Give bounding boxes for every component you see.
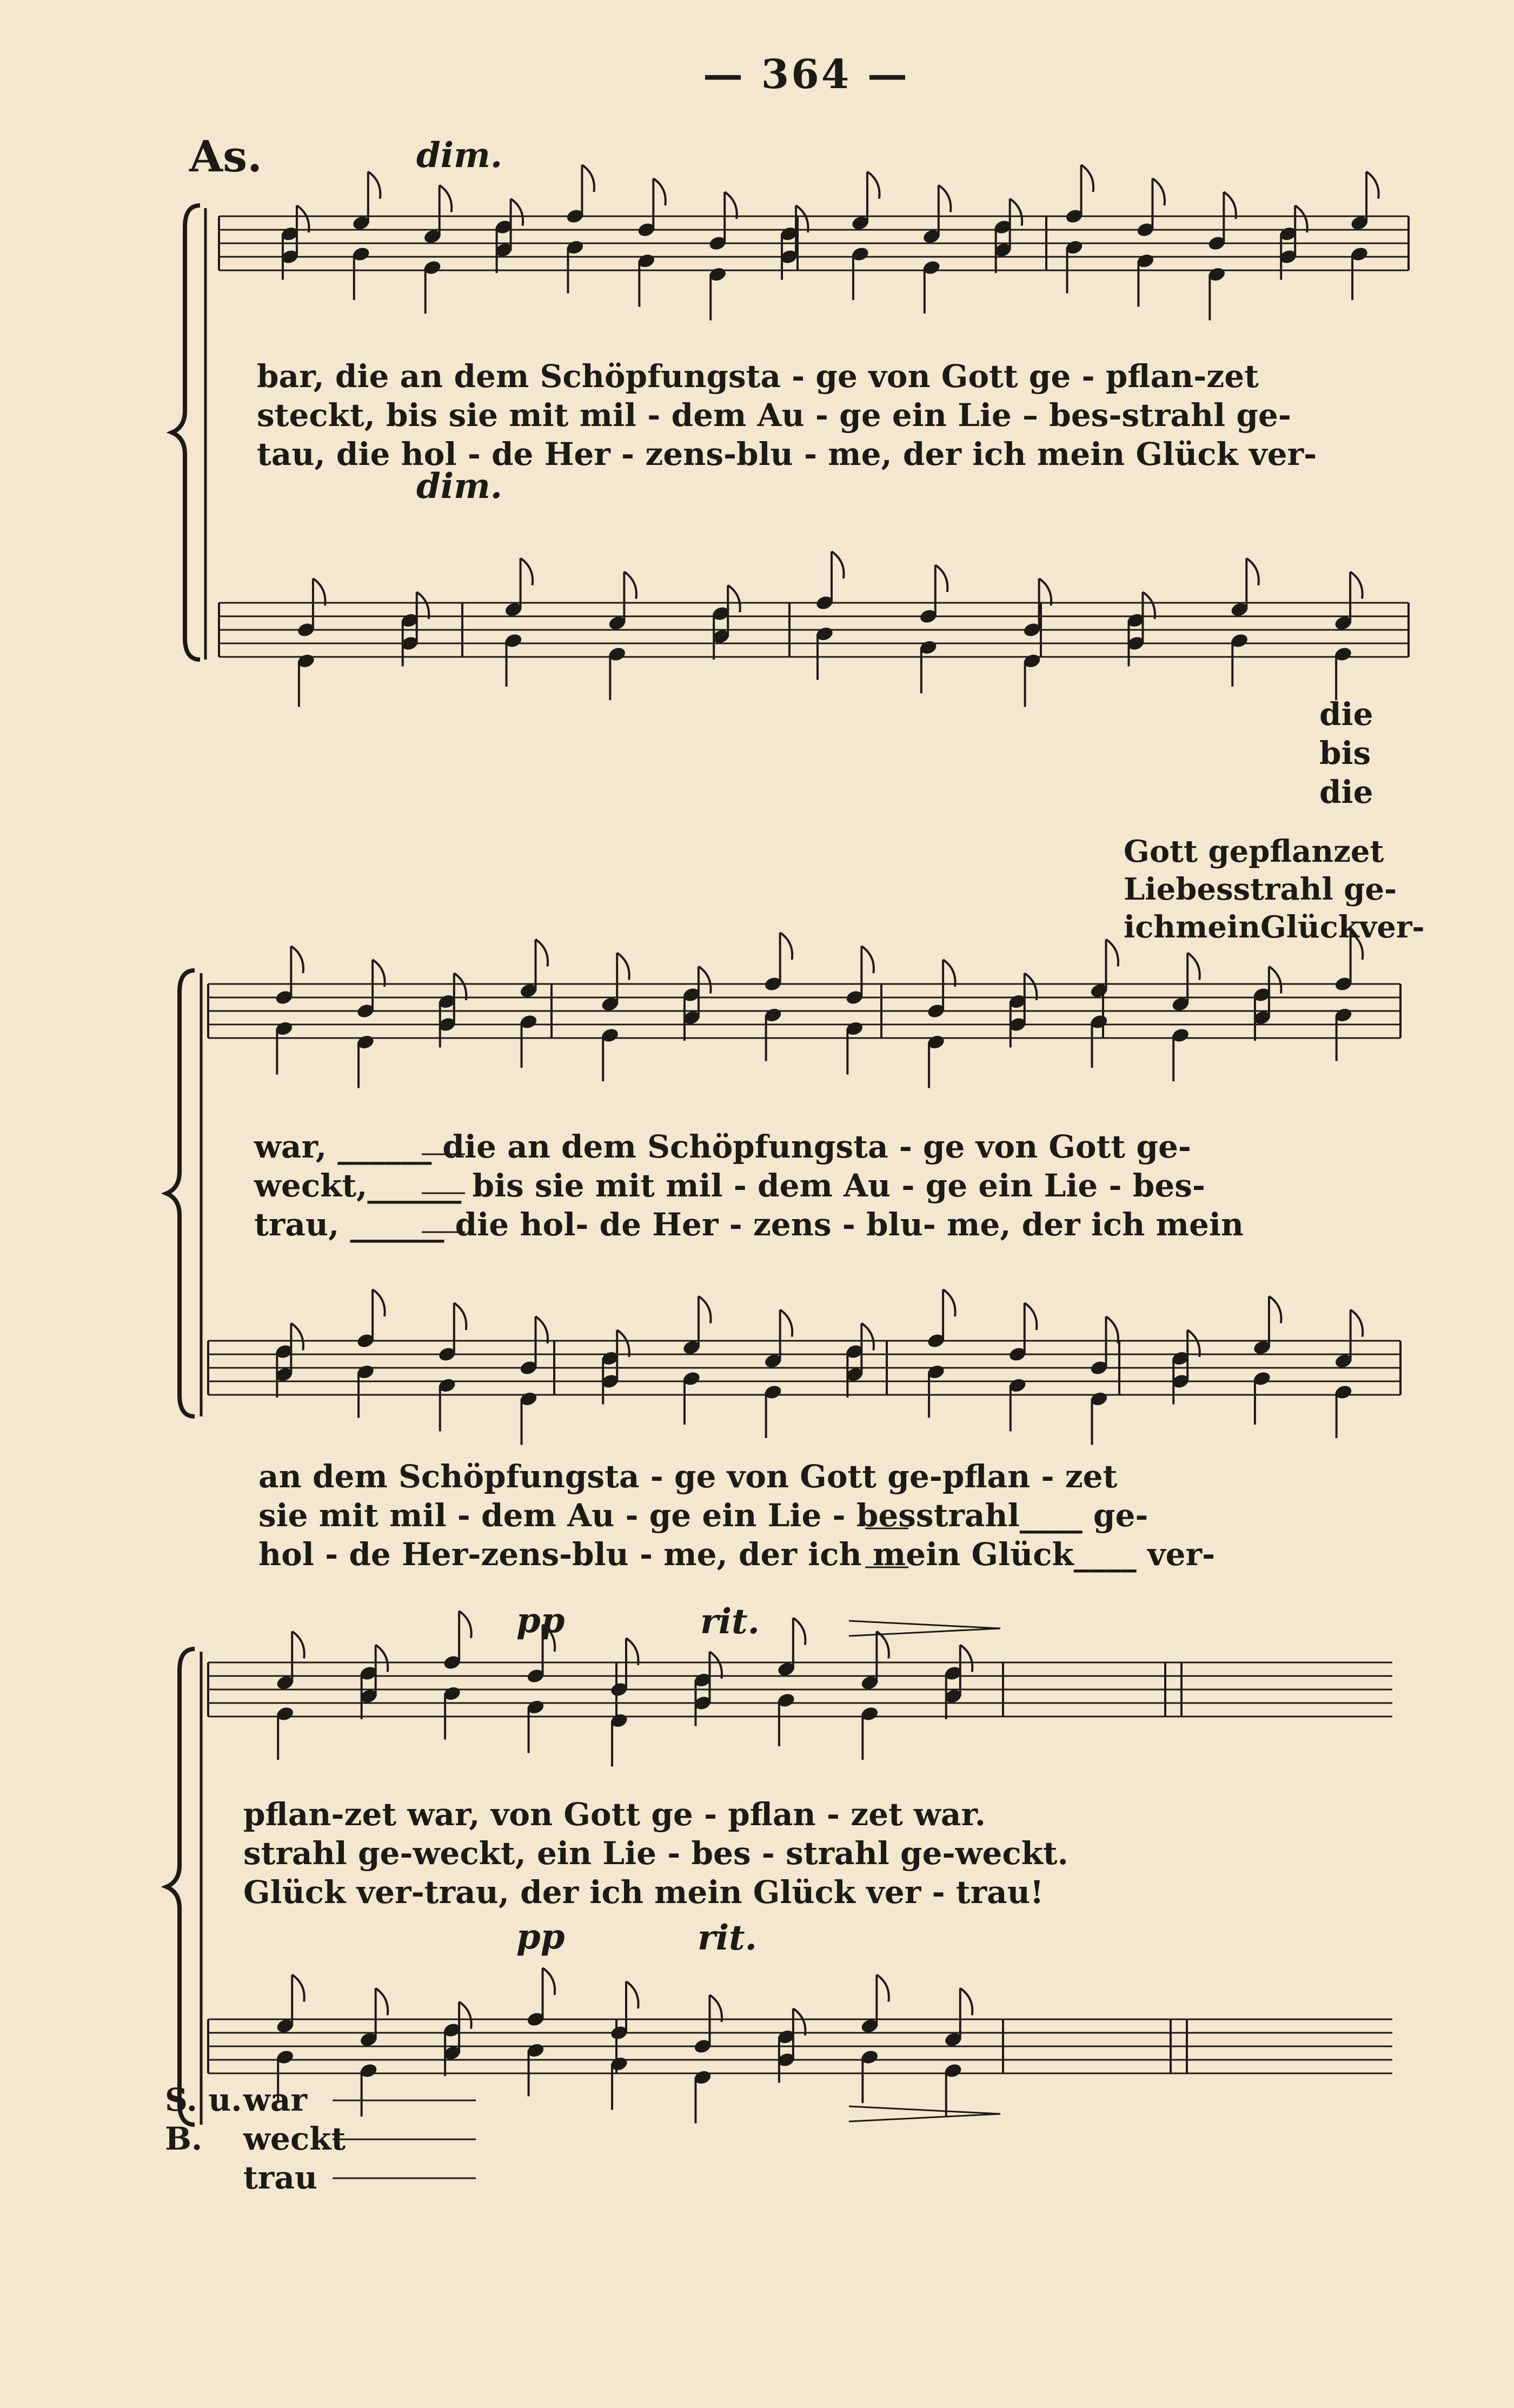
dynamic-dim: dim. (416, 135, 503, 176)
note-flag (1224, 192, 1236, 219)
note-flag (292, 1632, 304, 1659)
note-flag (1295, 205, 1307, 232)
note-flag (725, 192, 737, 219)
note-flag (939, 185, 951, 212)
note-flag (454, 1303, 467, 1330)
lyric-line: trau, ______ die hol- de Her - zens - blu- me, der ich mein (254, 1206, 1244, 1243)
lyric-line: Liebesstrahl ge- (1124, 872, 1397, 907)
note-flag (1081, 165, 1094, 192)
note-flag (728, 586, 740, 613)
note-flag (876, 1632, 889, 1659)
system-brace (172, 205, 200, 660)
lyric-line: trau (243, 2159, 318, 2196)
voice-label-s: S. u. (165, 2081, 242, 2118)
note-flag (832, 551, 844, 578)
note-flag (536, 940, 548, 967)
lyric-line: ichmeinGlückver- (1124, 909, 1425, 945)
lyrics-continuation (1124, 833, 1425, 946)
note-flag (1187, 1330, 1200, 1357)
note-flag (454, 973, 467, 1000)
note-flag (1010, 199, 1022, 226)
note-flag (780, 1310, 793, 1337)
lyric-line: weckt (243, 2120, 346, 2157)
note-flag (1025, 1303, 1037, 1330)
note-flag (709, 1995, 722, 2022)
lyric-line: strahl ge-weckt, ein Lie - bes - strahl ge-weckt. (243, 1835, 1068, 1872)
lyrics-block (1319, 695, 1373, 811)
note-flag (653, 178, 666, 205)
note-flag (1143, 592, 1155, 619)
note-flag (373, 960, 385, 987)
note-flag (1187, 953, 1200, 980)
note-flag (521, 558, 533, 586)
note-flag (440, 185, 452, 212)
note-flag (626, 1981, 639, 2008)
lyric-line: die (1319, 774, 1373, 810)
lyrics-block (243, 2080, 346, 2197)
lyric-line: pflan-zet war, von Gott ge - pflan - zet war. (243, 1796, 986, 1833)
note-flag (1246, 558, 1259, 586)
note-flag (960, 1988, 973, 2015)
note-flag (1106, 1316, 1119, 1343)
note-flag (960, 1645, 973, 1672)
note-flag (617, 1330, 629, 1357)
note-flag (793, 2008, 806, 2036)
dynamic-rit: rit. (700, 1601, 760, 1642)
note-flag (459, 1611, 472, 1638)
note-flag (511, 199, 523, 226)
note-flag (1269, 1296, 1281, 1323)
key-marking: As. (189, 131, 262, 182)
note-flag (943, 1289, 955, 1316)
note-flag (617, 953, 629, 980)
note-flag (536, 1316, 548, 1343)
note-flag (373, 1289, 385, 1316)
note-flag (780, 933, 793, 960)
lyric-line: an dem Schöpfungsta - ge von Gott ge-pflan - zet (258, 1458, 1118, 1495)
lyric-line: weckt,______ bis sie mit mil - dem Au - ge ein Lie - bes- (254, 1167, 1205, 1204)
lyrics-block (257, 357, 1317, 474)
lyrics-block (258, 1457, 1215, 1574)
note-flag (376, 1645, 388, 1672)
dynamic-rit: rit. (698, 1918, 757, 1958)
system-brace (167, 970, 195, 1416)
lyric-line: Gott gepflanzet (1124, 834, 1384, 869)
note-flag (292, 1975, 304, 2002)
lyric-line: bar, die an dem Schöpfungsta - ge von Gott ge - pflan-zet (257, 358, 1259, 395)
lyric-line: tau, die hol - de Her - zens-blu - me, der ich mein Glück ver- (257, 436, 1317, 473)
lyric-line: sie mit mil - dem Au - ge ein Lie - besstrahl____ ge- (258, 1497, 1148, 1534)
dynamic-pp: pp (516, 1917, 565, 1957)
lyric-line: steckt, bis sie mit mil - dem Au - ge ein Lie – bes-strahl ge- (257, 397, 1291, 434)
note-flag (543, 1968, 555, 1995)
note-flag (1269, 967, 1281, 994)
note-flag (1039, 578, 1052, 606)
lyric-line: Glück ver-trau, der ich mein Glück ver - trau! (243, 1874, 1044, 1911)
lyric-line: hol - de Her-zens-blu - me, der ich mein Glück____ ver- (258, 1536, 1216, 1573)
note-flag (861, 1323, 874, 1351)
note-flag (1351, 1310, 1363, 1337)
note-flag (699, 1296, 711, 1323)
note-flag (291, 1323, 303, 1351)
page-number: — 364 — (703, 51, 909, 98)
note-flag (699, 967, 711, 994)
system-brace (167, 1649, 195, 2125)
note-flag (1366, 172, 1379, 199)
note-flag (1350, 572, 1363, 599)
note-flag (861, 946, 874, 973)
note-flag (876, 1975, 889, 2002)
lyric-line: war, ______ die an dem Schöpfungsta - ge von Gott ge- (254, 1128, 1191, 1165)
note-flag (1106, 940, 1119, 967)
lyrics-block (243, 1795, 1068, 1912)
note-flag (313, 578, 326, 606)
lyrics-block (254, 1127, 1244, 1244)
note-flag (793, 1618, 806, 1645)
note-flag (582, 165, 594, 192)
note-flag (935, 565, 948, 592)
lyric-line: bis (1319, 735, 1371, 771)
note-flag (459, 2002, 472, 2029)
dynamic-pp: pp (516, 1600, 565, 1641)
lyric-line: die (1319, 696, 1373, 733)
note-flag (1025, 973, 1037, 1000)
dynamic-dim: dim. (416, 466, 503, 507)
decrescendo-hairpin (849, 2106, 1000, 2121)
note-flag (368, 172, 381, 199)
note-flag (291, 946, 303, 973)
lyric-line: war (243, 2081, 308, 2118)
decrescendo-hairpin (849, 1621, 1000, 1636)
note-flag (624, 572, 636, 599)
note-flag (867, 172, 880, 199)
voice-label (165, 2080, 253, 2158)
note-flag (376, 1988, 388, 2015)
voice-label-b: B. (165, 2120, 203, 2157)
note-flag (297, 205, 309, 232)
note-flag (417, 592, 429, 619)
note-flag (1152, 178, 1165, 205)
note-flag (626, 1638, 639, 1665)
note-flag (943, 960, 955, 987)
note-flag (709, 1652, 722, 1679)
